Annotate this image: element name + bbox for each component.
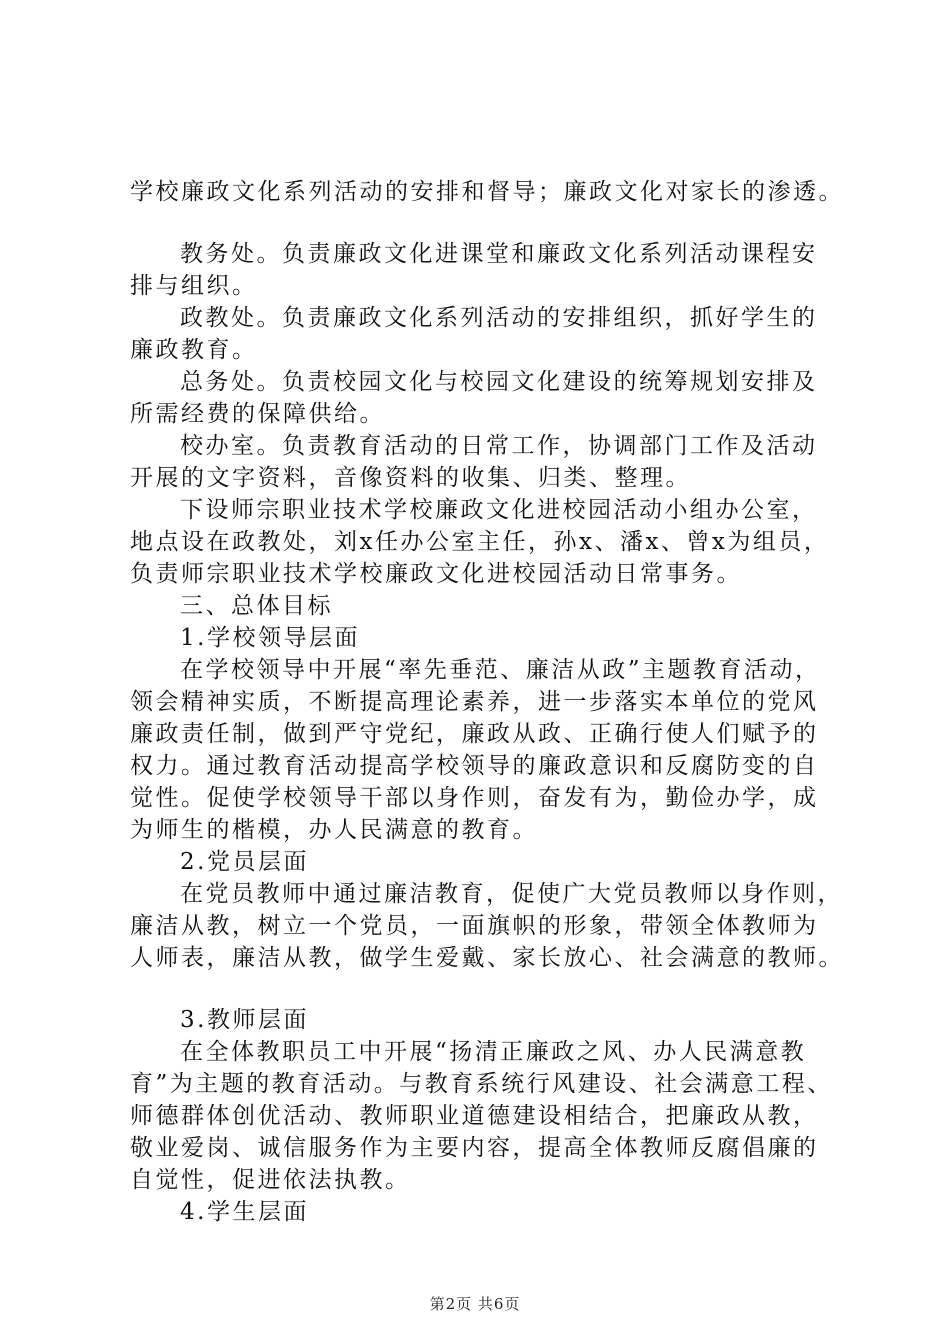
- paragraph-line: 人师表，廉洁从教，做学生爱戴、家长放心、社会满意的教师。: [130, 945, 844, 971]
- paragraph-line: 教务处。负责廉政文化进课堂和廉政文化系列活动课程安: [180, 241, 818, 267]
- paragraph-line: 排与组织。: [130, 273, 258, 299]
- paragraph-line: 廉政责任制，做到严守党纪，廉政从政、正确行使人们赋予的: [130, 721, 819, 747]
- paragraph-line: 总务处。负责校园文化与校园文化建设的统筹规划安排及: [180, 369, 818, 395]
- paragraph-line: 在全体教职员工中开展“扬清正廉政之风、办人民满意教: [180, 1039, 807, 1065]
- subsection-heading: 4.学生层面: [180, 1199, 309, 1225]
- paragraph-line: 开展的文字资料，音像资料的收集、归类、整理。: [130, 465, 691, 491]
- paragraph-line: 地点设在政教处，刘x任办公室主任，孙x、潘x、曾x为组员，: [130, 529, 830, 555]
- subsection-heading: 3.教师层面: [180, 1007, 309, 1033]
- paragraph-line: 觉性。促使学校领导干部以身作则，奋发有为，勤俭办学，成: [130, 785, 819, 811]
- paragraph-line: 在党员教师中通过廉洁教育，促使广大党员教师以身作则，: [180, 881, 843, 907]
- paragraph-line: 领会精神实质，不断提高理论素养，进一步落实本单位的党风: [130, 689, 819, 715]
- section-heading: 三、总体目标: [180, 593, 333, 619]
- paragraph-line: 廉政教育。: [130, 337, 258, 363]
- paragraph-line: 权力。通过教育活动提高学校领导的廉政意识和反腐防变的自: [130, 753, 819, 779]
- page-number-footer: 第2页 共6页: [429, 1295, 521, 1313]
- paragraph-line: 负责师宗职业技术学校廉政文化进校园活动日常事务。: [130, 561, 742, 587]
- paragraph-line: 校办室。负责教育活动的日常工作，协调部门工作及活动: [180, 433, 818, 459]
- paragraph-line: 敬业爱岗、诚信服务作为主要内容，提高全体教师反腐倡廉的: [130, 1135, 819, 1161]
- paragraph-line: 在学校领导中开展“率先垂范、廉洁从政”主题教育活动，: [180, 657, 821, 683]
- paragraph-line: 学校廉政文化系列活动的安排和督导；廉政文化对家长的渗透。: [130, 179, 844, 205]
- paragraph-line: 育”为主题的教育活动。与教育系统行风建设、社会满意工程、: [130, 1071, 833, 1097]
- paragraph-line: 下设师宗职业技术学校廉政文化进校园活动小组办公室，: [180, 497, 818, 523]
- subsection-heading: 1.学校领导层面: [180, 625, 360, 651]
- paragraph-line: 师德群体创优活动、教师职业道德建设相结合，把廉政从教，: [130, 1103, 819, 1129]
- paragraph-line: 所需经费的保障供给。: [130, 401, 385, 427]
- paragraph-line: 自觉性，促进依法执教。: [130, 1167, 411, 1193]
- subsection-heading: 2.党员层面: [180, 849, 309, 875]
- paragraph-line: 廉洁从教，树立一个党员，一面旗帜的形象，带领全体教师为: [130, 913, 819, 939]
- paragraph-line: 为师生的楷模，办人民满意的教育。: [130, 817, 538, 843]
- paragraph-line: 政教处。负责廉政文化系列活动的安排组织，抓好学生的: [180, 305, 818, 331]
